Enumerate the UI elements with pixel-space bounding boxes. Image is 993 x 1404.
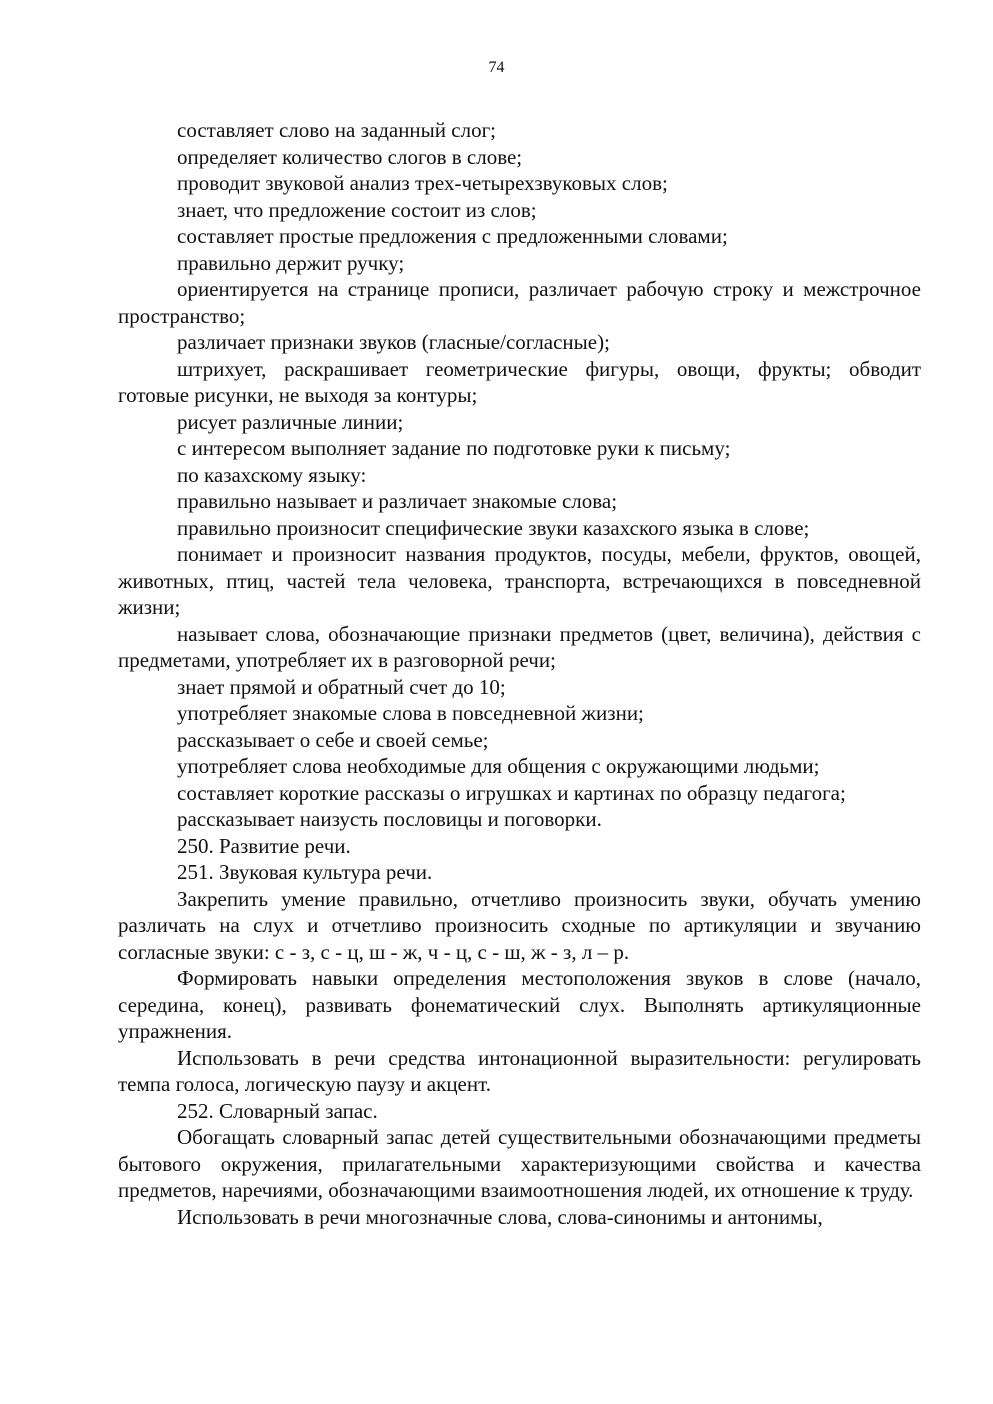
body-paragraph: 252. Словарный запас. [177, 1098, 378, 1123]
body-paragraph: с интересом выполняет задание по подготовке руки к письму; [177, 436, 731, 460]
body-paragraph: штрихует, раскрашивает геометрические фигуры, овощи, фрукты; обводит готовые рисунки, не выходя за контуры; [118, 356, 921, 407]
body-paragraph: Формировать навыки определения местоположения звуков в слове (начало, середина, конец), развивать фонематический слух. Выполнять артикуляционные упражнения. [118, 966, 921, 1043]
body-paragraph: употребляет знакомые слова в повседневной жизни; [177, 701, 644, 725]
body-paragraph: определяет количество слогов в слове; [177, 144, 523, 169]
body-paragraph: ориентируется на странице прописи, различает рабочую строку и межстрочное пространство; [118, 277, 921, 328]
body-paragraph: составляет короткие рассказы о игрушках и картинах по образцу педагога; [177, 780, 846, 805]
body-paragraph: по казахскому языку: [177, 462, 367, 487]
body-paragraph: правильно называет и различает знакомые слова; [177, 489, 618, 513]
body-paragraph: Закрепить умение правильно, отчетливо произносить звуки, обучать умению различать на слух и отчетливо произносить сходные по артикуляции и звучанию согласные звуки: с - з, с - ц, ш - ж, ч - ц, с - ш, ж - з, л – р. [118, 886, 921, 964]
body-paragraph: употребляет слова необходимые для общения с окружающими людьми; [177, 754, 820, 778]
body-paragraph: правильно держит ручку; [177, 250, 405, 275]
body-paragraph: понимает и произносит названия продуктов, посуды, мебели, фруктов, овощей, животных, птиц, частей тела человека, транспорта, встречающихся в повседневной жизни; [118, 542, 921, 619]
body-paragraph: 251. Звуковая культура речи. [177, 860, 433, 884]
body-paragraph: рассказывает наизусть пословицы и поговорки. [177, 807, 602, 831]
page-number: 74 [488, 59, 505, 76]
body-paragraph: различает признаки звуков (гласные/согласные); [177, 330, 610, 354]
body-paragraph: 250. Развитие речи. [177, 833, 351, 858]
body-paragraph: Использовать в речи средства интонационной выразительности: регулировать темпа голоса, логическую паузу и акцент. [118, 1045, 921, 1096]
body-paragraph: составляет слово на заданный слог; [177, 118, 497, 142]
body-paragraph: Использовать в речи многозначные слова, слова-синонимы и антонимы, [177, 1204, 823, 1229]
body-paragraph: называет слова, обозначающие признаки предметов (цвет, величина), действия с предметами, употребляет их в разговорной речи; [118, 621, 921, 672]
body-paragraph: знает, что предложение состоит из слов; [177, 197, 537, 222]
body-paragraph: составляет простые предложения с предложенными словами; [177, 224, 728, 248]
page-body [118, 117, 921, 1230]
body-paragraph: рассказывает о себе и своей семье; [177, 727, 489, 752]
body-paragraph: проводит звуковой анализ трех-четырехзвуковых слов; [177, 171, 668, 195]
body-paragraph: рисует различные линии; [177, 409, 404, 434]
body-paragraph: знает прямой и обратный счет до 10; [177, 674, 506, 699]
body-paragraph: правильно произносит специфические звуки казахского языка в слове; [177, 515, 810, 540]
body-paragraph: Обогащать словарный запас детей существительными обозначающими предметы бытового окружения, прилагательными характеризующими свойства и качества предметов, наречиями, обозначающими взаимоотношения людей, их отношение к труду. [118, 1125, 921, 1202]
